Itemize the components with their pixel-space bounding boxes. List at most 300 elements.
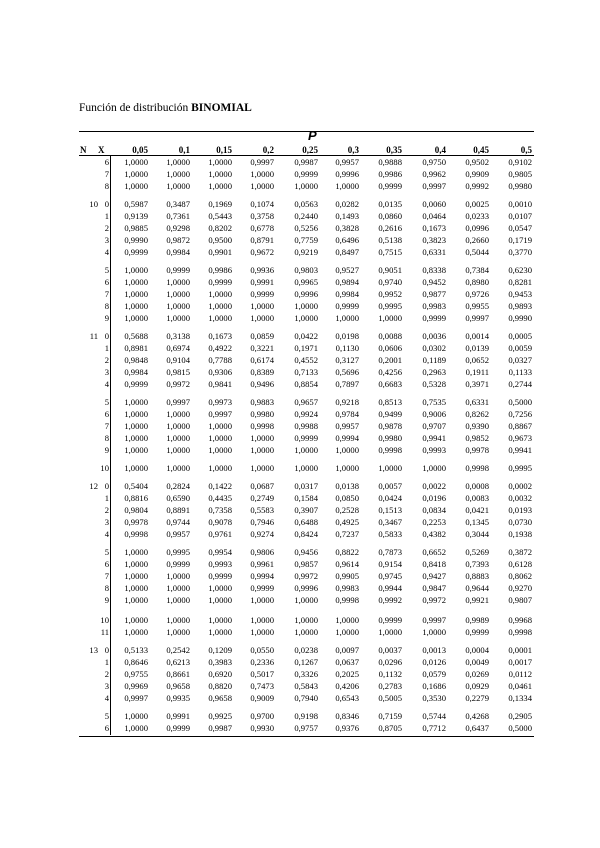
prob-cell: 0,9893 <box>508 301 532 311</box>
prob-cell: 0,9955 <box>465 301 489 311</box>
prob-cell: 0,9805 <box>508 169 532 179</box>
x-value: 5 <box>104 711 109 721</box>
prob-cell: 1,0000 <box>124 289 148 299</box>
header-p-3: 0,2 <box>262 145 274 155</box>
prob-cell: 0,9298 <box>166 223 190 233</box>
prob-cell: 1,0000 <box>208 433 232 443</box>
prob-cell: 0,6488 <box>294 517 318 527</box>
prob-cell: 1,0000 <box>294 463 318 473</box>
prob-cell: 0,9757 <box>294 723 318 733</box>
prob-cell: 0,0282 <box>335 199 359 209</box>
prob-cell: 1,0000 <box>208 595 232 605</box>
prob-cell: 0,5017 <box>250 669 274 679</box>
prob-cell: 1,0000 <box>124 265 148 275</box>
prob-cell: 0,0464 <box>422 211 446 221</box>
prob-cell: 0,2616 <box>378 223 402 233</box>
prob-cell: 0,5696 <box>335 367 359 377</box>
prob-cell: 1,0000 <box>208 181 232 191</box>
prob-cell: 1,0000 <box>166 301 190 311</box>
prob-cell: 0,5987 <box>124 199 148 209</box>
prob-cell: 0,9427 <box>422 571 446 581</box>
x-value: 5 <box>104 397 109 407</box>
x-value: 1 <box>104 211 109 221</box>
prob-cell: 0,9995 <box>508 463 532 473</box>
prob-cell: 0,9218 <box>335 397 359 407</box>
x-value: 6 <box>104 559 109 569</box>
prob-cell: 0,9998 <box>335 595 359 605</box>
prob-cell: 1,0000 <box>208 301 232 311</box>
header-p-2: 0,15 <box>216 145 232 155</box>
x-value: 10 <box>100 615 109 625</box>
prob-cell: 0,7237 <box>335 529 359 539</box>
prob-cell: 1,0000 <box>250 169 274 179</box>
prob-cell: 1,0000 <box>166 313 190 323</box>
prob-cell: 0,9761 <box>208 529 232 539</box>
prob-cell: 0,1584 <box>294 493 318 503</box>
prob-cell: 0,4925 <box>335 517 359 527</box>
prob-cell: 0,0996 <box>465 223 489 233</box>
x-value: 8 <box>104 181 109 191</box>
prob-cell: 0,6331 <box>465 397 489 407</box>
prob-cell: 0,9957 <box>166 529 190 539</box>
prob-cell: 1,0000 <box>166 571 190 581</box>
prob-cell: 0,9905 <box>335 571 359 581</box>
prob-cell: 0,2542 <box>166 645 190 655</box>
x-value: 9 <box>104 445 109 455</box>
prob-cell: 0,7940 <box>294 693 318 703</box>
table-row <box>0 505 600 516</box>
prob-cell: 0,4922 <box>208 343 232 353</box>
x-value: 1 <box>104 657 109 667</box>
x-value: 9 <box>104 595 109 605</box>
prob-cell: 0,9944 <box>378 583 402 593</box>
x-value: 1 <box>104 343 109 353</box>
table-row <box>0 379 600 390</box>
prob-cell: 0,9888 <box>378 157 402 167</box>
prob-cell: 0,7358 <box>208 505 232 515</box>
prob-cell: 0,1673 <box>208 331 232 341</box>
table-row <box>0 289 600 300</box>
prob-cell: 1,0000 <box>208 313 232 323</box>
prob-cell: 0,9962 <box>422 169 446 179</box>
prob-cell: 1,0000 <box>124 445 148 455</box>
prob-cell: 1,0000 <box>250 595 274 605</box>
prob-cell: 0,9219 <box>294 247 318 257</box>
prob-cell: 0,9998 <box>124 529 148 539</box>
prob-cell: 0,0547 <box>508 223 532 233</box>
table-row <box>0 463 600 474</box>
header-p-6: 0,35 <box>386 145 402 155</box>
prob-cell: 1,0000 <box>166 421 190 431</box>
prob-cell: 0,9994 <box>335 433 359 443</box>
prob-cell: 0,9306 <box>208 367 232 377</box>
prob-cell: 0,3907 <box>294 505 318 515</box>
x-value: 8 <box>104 433 109 443</box>
x-value: 7 <box>104 421 109 431</box>
prob-cell: 1,0000 <box>208 445 232 455</box>
prob-cell: 0,9999 <box>250 289 274 299</box>
table-row <box>0 313 600 324</box>
prob-cell: 0,9274 <box>250 529 274 539</box>
prob-cell: 0,0550 <box>250 645 274 655</box>
x-value: 2 <box>104 505 109 515</box>
x-value: 4 <box>104 247 109 257</box>
prob-cell: 0,0010 <box>508 199 532 209</box>
prob-cell: 0,9500 <box>208 235 232 245</box>
prob-cell: 0,9878 <box>378 421 402 431</box>
table-row <box>0 681 600 692</box>
prob-cell: 0,5583 <box>250 505 274 515</box>
prob-cell: 0,9954 <box>208 547 232 557</box>
header-p-1: 0,1 <box>178 145 190 155</box>
prob-cell: 0,8346 <box>335 711 359 721</box>
prob-cell: 0,9872 <box>166 235 190 245</box>
prob-cell: 1,0000 <box>124 463 148 473</box>
prob-cell: 0,8705 <box>378 723 402 733</box>
prob-cell: 0,9744 <box>166 517 190 527</box>
page-title: Función de distribución BINOMIAL <box>79 102 252 114</box>
prob-cell: 1,0000 <box>124 571 148 581</box>
prob-cell: 1,0000 <box>294 181 318 191</box>
prob-cell: 0,9999 <box>166 265 190 275</box>
prob-cell: 0,0238 <box>294 645 318 655</box>
prob-cell: 0,9941 <box>422 433 446 443</box>
prob-cell: 1,0000 <box>166 583 190 593</box>
prob-cell: 0,0233 <box>465 211 489 221</box>
prob-cell: 0,9104 <box>166 355 190 365</box>
prob-cell: 0,3828 <box>335 223 359 233</box>
prob-cell: 0,9784 <box>335 409 359 419</box>
prob-cell: 1,0000 <box>124 559 148 569</box>
prob-cell: 1,0000 <box>124 433 148 443</box>
table-row <box>0 331 600 342</box>
x-value: 4 <box>104 529 109 539</box>
prob-cell: 0,9999 <box>250 583 274 593</box>
prob-cell: 0,9806 <box>250 547 274 557</box>
prob-cell: 0,9921 <box>465 595 489 605</box>
prob-cell: 1,0000 <box>124 409 148 419</box>
prob-cell: 0,9996 <box>335 169 359 179</box>
prob-cell: 0,2749 <box>250 493 274 503</box>
prob-cell: 0,7712 <box>422 723 446 733</box>
prob-cell: 0,9988 <box>294 421 318 431</box>
prob-cell: 0,2660 <box>465 235 489 245</box>
x-value: 6 <box>104 277 109 287</box>
prob-cell: 0,5269 <box>465 547 489 557</box>
prob-cell: 0,8646 <box>124 657 148 667</box>
prob-cell: 1,0000 <box>166 181 190 191</box>
table-row <box>0 693 600 704</box>
header-n: N <box>80 145 87 155</box>
prob-cell: 0,9750 <box>422 157 446 167</box>
prob-cell: 1,0000 <box>124 723 148 733</box>
prob-cell: 0,8497 <box>335 247 359 257</box>
prob-cell: 0,0097 <box>335 645 359 655</box>
prob-cell: 0,0198 <box>335 331 359 341</box>
prob-cell: 0,0421 <box>465 505 489 515</box>
prob-cell: 0,9994 <box>250 571 274 581</box>
prob-cell: 0,0850 <box>335 493 359 503</box>
prob-cell: 0,9989 <box>465 615 489 625</box>
prob-cell: 0,0193 <box>508 505 532 515</box>
prob-cell: 0,8424 <box>294 529 318 539</box>
prob-cell: 0,5404 <box>124 481 148 491</box>
prob-cell: 0,0196 <box>422 493 446 503</box>
prob-cell: 0,9009 <box>250 693 274 703</box>
prob-cell: 1,0000 <box>250 433 274 443</box>
prob-cell: 1,0000 <box>335 445 359 455</box>
prob-cell: 0,9965 <box>294 277 318 287</box>
prob-cell: 0,0057 <box>378 481 402 491</box>
prob-cell: 0,9930 <box>250 723 274 733</box>
prob-cell: 0,9972 <box>166 379 190 389</box>
prob-cell: 1,0000 <box>166 409 190 419</box>
prob-cell: 1,0000 <box>208 463 232 473</box>
prob-cell: 0,0422 <box>294 331 318 341</box>
prob-cell: 0,1132 <box>378 669 402 679</box>
prob-cell: 1,0000 <box>166 277 190 287</box>
table-row <box>0 199 600 210</box>
table-row <box>0 723 600 734</box>
prob-cell: 0,1719 <box>508 235 532 245</box>
n-value: 10 <box>89 199 98 209</box>
prob-cell: 0,0008 <box>465 481 489 491</box>
prob-cell: 1,0000 <box>335 463 359 473</box>
prob-cell: 0,6331 <box>422 247 446 257</box>
prob-cell: 0,9984 <box>166 247 190 257</box>
prob-cell: 0,1938 <box>508 529 532 539</box>
prob-cell: 0,9496 <box>250 379 274 389</box>
prob-cell: 0,9848 <box>124 355 148 365</box>
prob-cell: 1,0000 <box>124 711 148 721</box>
prob-cell: 0,9972 <box>294 571 318 581</box>
prob-cell: 1,0000 <box>208 627 232 637</box>
table-row <box>0 265 600 276</box>
prob-cell: 0,9807 <box>508 595 532 605</box>
prob-cell: 1,0000 <box>124 277 148 287</box>
prob-cell: 0,0138 <box>335 481 359 491</box>
prob-cell: 0,1130 <box>335 343 359 353</box>
x-value: 8 <box>104 583 109 593</box>
prob-cell: 0,8389 <box>250 367 274 377</box>
table-row <box>0 277 600 288</box>
prob-cell: 0,9198 <box>294 711 318 721</box>
prob-cell: 0,7873 <box>378 547 402 557</box>
x-value: 2 <box>104 355 109 365</box>
prob-cell: 0,9961 <box>250 559 274 569</box>
x-value: 0 <box>104 199 109 209</box>
prob-cell: 0,4382 <box>422 529 446 539</box>
prob-cell: 0,0059 <box>508 343 532 353</box>
x-value: 2 <box>104 669 109 679</box>
prob-cell: 0,0126 <box>422 657 446 667</box>
prob-cell: 0,0929 <box>465 681 489 691</box>
prob-cell: 0,7759 <box>294 235 318 245</box>
p-symbol: P <box>308 128 317 143</box>
prob-cell: 0,9998 <box>378 445 402 455</box>
table-row <box>0 421 600 432</box>
prob-cell: 0,9973 <box>208 397 232 407</box>
prob-cell: 0,8202 <box>208 223 232 233</box>
prob-cell: 0,5138 <box>378 235 402 245</box>
prob-cell: 0,9139 <box>124 211 148 221</box>
prob-cell: 0,9102 <box>508 157 532 167</box>
prob-cell: 0,2744 <box>508 379 532 389</box>
prob-cell: 0,5833 <box>378 529 402 539</box>
prob-cell: 0,3326 <box>294 669 318 679</box>
prob-cell: 0,9999 <box>166 559 190 569</box>
prob-cell: 1,0000 <box>124 181 148 191</box>
prob-cell: 0,1686 <box>422 681 446 691</box>
prob-cell: 1,0000 <box>208 421 232 431</box>
prob-cell: 1,0000 <box>294 445 318 455</box>
prob-cell: 0,9745 <box>378 571 402 581</box>
prob-cell: 1,0000 <box>335 181 359 191</box>
prob-cell: 0,9936 <box>250 265 274 275</box>
prob-cell: 0,9803 <box>294 265 318 275</box>
prob-cell: 0,0001 <box>508 645 532 655</box>
prob-cell: 0,0860 <box>378 211 402 221</box>
prob-cell: 0,0579 <box>422 669 446 679</box>
n-value: 11 <box>89 331 98 341</box>
prob-cell: 1,0000 <box>422 463 446 473</box>
prob-cell: 0,5005 <box>378 693 402 703</box>
n-value: 13 <box>89 645 98 655</box>
table-row <box>0 343 600 354</box>
prob-cell: 0,1345 <box>465 517 489 527</box>
prob-cell: 0,9390 <box>465 421 489 431</box>
table-row <box>0 211 600 222</box>
prob-cell: 0,6437 <box>465 723 489 733</box>
table-row <box>0 645 600 656</box>
prob-cell: 0,7897 <box>335 379 359 389</box>
prob-cell: 1,0000 <box>294 313 318 323</box>
prob-cell: 0,9995 <box>378 301 402 311</box>
prob-cell: 0,9527 <box>335 265 359 275</box>
prob-cell: 0,5688 <box>124 331 148 341</box>
prob-cell: 1,0000 <box>124 313 148 323</box>
prob-cell: 0,9997 <box>124 693 148 703</box>
prob-cell: 0,8062 <box>508 571 532 581</box>
prob-cell: 0,4435 <box>208 493 232 503</box>
prob-cell: 0,1911 <box>465 367 489 377</box>
prob-cell: 0,9997 <box>208 409 232 419</box>
prob-cell: 0,2824 <box>166 481 190 491</box>
prob-cell: 0,9983 <box>422 301 446 311</box>
prob-cell: 0,7256 <box>508 409 532 419</box>
prob-cell: 1,0000 <box>335 313 359 323</box>
table-row <box>0 355 600 366</box>
prob-cell: 0,0135 <box>378 199 402 209</box>
prob-cell: 0,3530 <box>422 693 446 703</box>
prob-cell: 0,7946 <box>250 517 274 527</box>
prob-cell: 1,0000 <box>124 397 148 407</box>
x-value: 3 <box>104 517 109 527</box>
prob-cell: 0,5843 <box>294 681 318 691</box>
prob-cell: 0,9726 <box>465 289 489 299</box>
prob-cell: 1,0000 <box>422 627 446 637</box>
prob-cell: 0,9980 <box>508 181 532 191</box>
prob-cell: 0,5256 <box>294 223 318 233</box>
prob-cell: 0,9997 <box>465 313 489 323</box>
prob-cell: 0,3487 <box>166 199 190 209</box>
prob-cell: 0,9999 <box>335 301 359 311</box>
prob-cell: 0,9376 <box>335 723 359 733</box>
prob-cell: 0,5328 <box>422 379 446 389</box>
table-row <box>0 235 600 246</box>
prob-cell: 1,0000 <box>124 157 148 167</box>
prob-cell: 0,0424 <box>378 493 402 503</box>
prob-cell: 0,9657 <box>294 397 318 407</box>
table-row <box>0 493 600 504</box>
table-row <box>0 669 600 680</box>
prob-cell: 1,0000 <box>294 595 318 605</box>
prob-cell: 1,0000 <box>124 169 148 179</box>
prob-cell: 0,9857 <box>294 559 318 569</box>
table-row <box>0 409 600 420</box>
prob-cell: 0,6128 <box>508 559 532 569</box>
x-value: 0 <box>104 331 109 341</box>
x-value: 3 <box>104 235 109 245</box>
prob-cell: 0,7535 <box>422 397 446 407</box>
prob-cell: 0,4552 <box>294 355 318 365</box>
prob-cell: 0,0461 <box>508 681 532 691</box>
prob-cell: 0,9997 <box>166 397 190 407</box>
prob-cell: 0,0088 <box>378 331 402 341</box>
prob-cell: 0,4256 <box>378 367 402 377</box>
x-value: 3 <box>104 367 109 377</box>
x-value: 7 <box>104 571 109 581</box>
prob-cell: 0,9909 <box>465 169 489 179</box>
prob-cell: 0,7133 <box>294 367 318 377</box>
x-value: 5 <box>104 265 109 275</box>
x-value: 0 <box>104 481 109 491</box>
prob-cell: 0,0269 <box>465 669 489 679</box>
table-row <box>0 169 600 180</box>
x-value: 6 <box>104 157 109 167</box>
x-value: 6 <box>104 723 109 733</box>
prob-cell: 0,9996 <box>294 289 318 299</box>
prob-cell: 0,9999 <box>465 627 489 637</box>
prob-cell: 0,8854 <box>294 379 318 389</box>
prob-cell: 0,9969 <box>124 681 148 691</box>
prob-cell: 0,9078 <box>208 517 232 527</box>
x-value: 5 <box>104 547 109 557</box>
table-row <box>0 517 600 528</box>
prob-cell: 0,0606 <box>378 343 402 353</box>
prob-cell: 1,0000 <box>124 583 148 593</box>
x-value: 2 <box>104 223 109 233</box>
prob-cell: 0,9614 <box>335 559 359 569</box>
prob-cell: 0,9957 <box>335 157 359 167</box>
prob-cell: 1,0000 <box>166 169 190 179</box>
prob-cell: 0,0687 <box>250 481 274 491</box>
table-row <box>0 157 600 168</box>
prob-cell: 0,9991 <box>250 277 274 287</box>
prob-cell: 0,9999 <box>208 571 232 581</box>
prob-cell: 0,9006 <box>422 409 446 419</box>
prob-cell: 1,0000 <box>166 289 190 299</box>
prob-cell: 0,8981 <box>124 343 148 353</box>
x-value: 6 <box>104 409 109 419</box>
prob-cell: 0,3467 <box>378 517 402 527</box>
prob-cell: 0,1969 <box>208 199 232 209</box>
prob-cell: 0,9990 <box>508 313 532 323</box>
table-row <box>0 627 600 638</box>
prob-cell: 0,1673 <box>422 223 446 233</box>
prob-cell: 1,0000 <box>124 615 148 625</box>
prob-cell: 0,9999 <box>124 379 148 389</box>
